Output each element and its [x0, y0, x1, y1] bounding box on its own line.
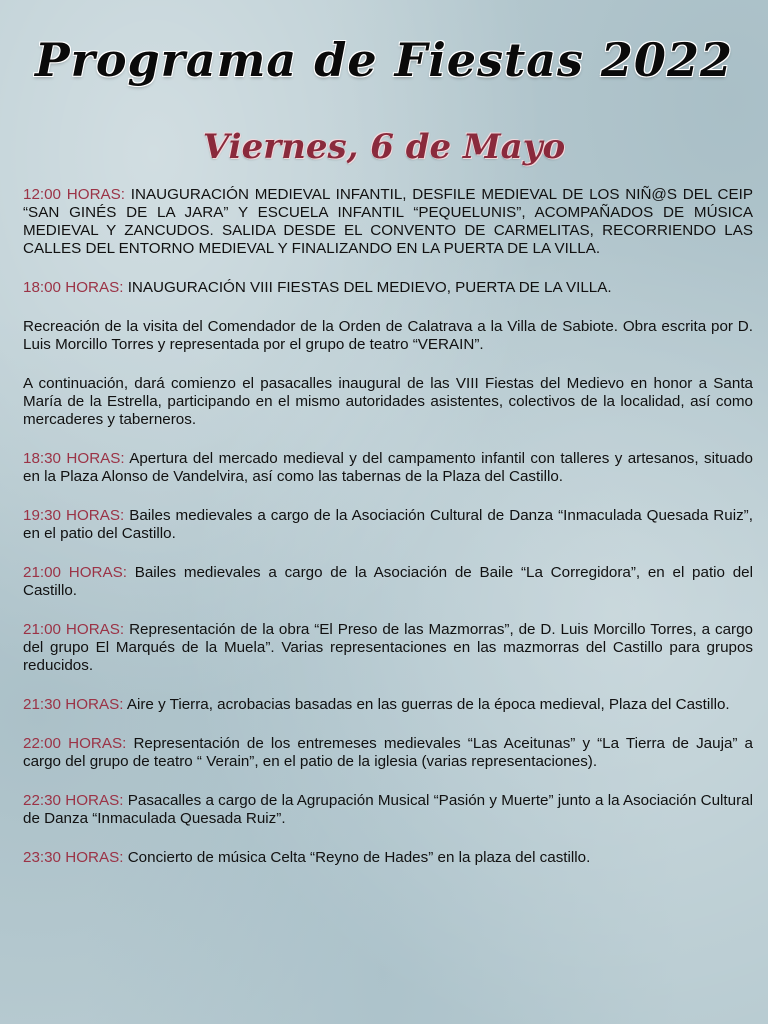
program-entry — [23, 279, 753, 297]
entry-text: INAUGURACIÓN MEDIEVAL INFANTIL, DESFILE MEDIEVAL DE LOS NIÑ@S DEL CEIP “SAN GINÉS DE LA JARA” Y ESCUELA INFANTIL “PEQUELUNIS”, ACOMPAÑADOS DE MÚSICA MEDIEVAL Y ZANCUDOS. SALIDA DESDE EL CONVENTO DE CARMELITAS, RECORRIENDO LAS CALLES DEL ENTORNO MEDIEVAL Y FINALIZANDO EN LA PUERTA DE LA VILLA. — [23, 186, 753, 257]
program-entry — [23, 507, 753, 543]
entry-text: Apertura del mercado medieval y del campamento infantil con talleres y artesanos, situado en la Plaza Alonso de Vandelvira, así como las tabernas de la Plaza del Castillo. — [23, 450, 753, 485]
entry-text: Recreación de la visita del Comendador de la Orden de Calatrava a la Villa de Sabiote. Obra escrita por D. Luis Morcillo Torres y representada por el grupo de teatro “VERAIN”. — [23, 318, 753, 353]
page-title: Programa de Fiestas 2022 — [35, 33, 733, 87]
entry-text: Bailes medievales a cargo de la Asociación de Baile “La Corregidora”, en el patio del Castillo. — [23, 564, 753, 599]
entry-text: Bailes medievales a cargo de la Asociación Cultural de Danza “Inmaculada Quesada Ruiz”, en el patio del Castillo. — [23, 507, 753, 542]
program-entry — [23, 696, 753, 714]
program-entry — [23, 792, 753, 828]
entry-time: 18:00 HORAS: — [23, 279, 124, 296]
entry-time: 21:00 HORAS: — [23, 564, 127, 581]
day-heading: Viernes, 6 de Mayo — [202, 127, 566, 167]
program-entry — [23, 450, 753, 486]
entry-time: 22:30 HORAS: — [23, 792, 124, 809]
entry-text: Concierto de música Celta “Reyno de Hades” en la plaza del castillo. — [127, 849, 591, 866]
entry-time: 19:30 HORAS: — [23, 507, 125, 524]
entry-text: Representación de la obra “El Preso de las Mazmorras”, de D. Luis Morcillo Torres, a cargo del grupo El Marqués de la Muela”. Varias representaciones en las mazmorras del Castillo para grupos reducidos. — [23, 621, 753, 674]
entry-time: 21:00 HORAS: — [23, 621, 125, 638]
entry-time: 22:00 HORAS: — [23, 735, 127, 752]
program-entry — [23, 621, 753, 675]
program-entry — [23, 318, 753, 354]
entry-time: 12:00 HORAS: — [23, 186, 126, 203]
program-entry — [23, 564, 753, 600]
program-entry — [23, 849, 753, 867]
entry-time: 23:30 HORAS: — [23, 849, 124, 866]
program-entry — [23, 186, 753, 258]
program-list — [23, 186, 753, 888]
entry-text: A continuación, dará comienzo el pasacalles inaugural de las VIII Fiestas del Medievo en honor a Santa María de la Estrella, participando en el mismo autoridades asistentes, colectivos de la localidad, así como mercaderes y taberneros. — [23, 375, 753, 428]
program-entry — [23, 375, 753, 429]
entry-time: 21:30 HORAS: — [23, 696, 124, 713]
entry-time: 18:30 HORAS: — [23, 450, 125, 467]
program-entry — [23, 735, 753, 771]
entry-text: Aire y Tierra, acrobacias basadas en las guerras de la época medieval, Plaza del Castillo. — [126, 696, 730, 713]
entry-text: INAUGURACIÓN VIII FIESTAS DEL MEDIEVO, PUERTA DE LA VILLA. — [127, 279, 612, 296]
entry-text: Representación de los entremeses medievales “Las Aceitunas” y “La Tierra de Jauja” a cargo del grupo de teatro “ Verain”, en el patio de la iglesia (varias representaciones). — [23, 735, 753, 770]
entry-text: Pasacalles a cargo de la Agrupación Musical “Pasión y Muerte” junto a la Asociación Cultural de Danza “Inmaculada Quesada Ruiz”. — [23, 792, 753, 827]
